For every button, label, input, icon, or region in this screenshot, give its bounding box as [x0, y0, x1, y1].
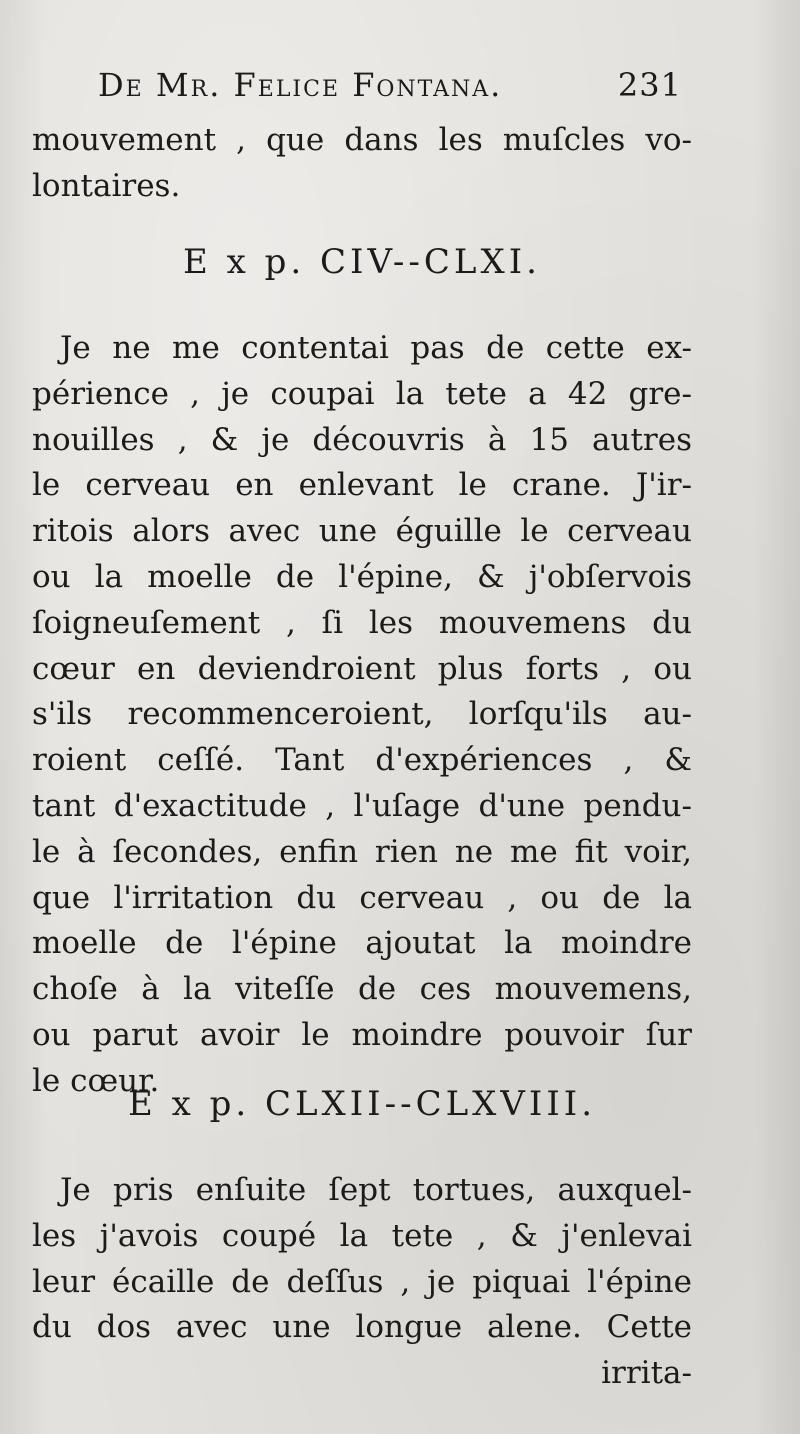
text-line: le cœur. [32, 1062, 160, 1099]
page-number: 231 [617, 66, 682, 104]
text-line: ou la moelle de l'épine, & j'obſervois [32, 558, 692, 595]
text-line: Je pris enſuite ſept tortues, auxquel- [60, 1172, 692, 1208]
text-line: nouilles , & je découvris à 15 autres [32, 421, 692, 458]
experiment-paragraph [32, 326, 692, 1105]
text-line: cœur en deviendroient plus forts , ou [32, 650, 692, 687]
experiment-heading: E x p. CLXII--CLXVIII. [127, 1084, 597, 1124]
running-title: De Mr. Felice Fontana. [98, 66, 503, 104]
text-line: le cerveau en enlevant le crane. J'ir- [32, 467, 692, 504]
text-line: mouvement , que dans les muſcles vo- [32, 122, 692, 158]
experiment-heading: E x p. CIV--CLXI. [183, 242, 541, 282]
text-line: ſoigneuſement , ſi les mouvemens du [32, 604, 692, 641]
text-line: roient ceſſé. Tant d'expériences , & [32, 742, 692, 779]
text-line: s'ils recommenceroient, lorſqu'ils au- [32, 696, 692, 733]
text-line: leur écaille de deſſus , je piquai l'épine [32, 1263, 692, 1300]
text-line: du dos avec une longue alene. Cette [32, 1309, 692, 1346]
text-line: que l'irritation du cerveau , ou de la [32, 879, 692, 916]
text-line: tant d'exactitude , l'uſage d'une pendu- [32, 787, 692, 824]
text-line: choſe à la viteſſe de ces mouvemens, [32, 971, 692, 1008]
text-line: ritois alors avec une éguille le cerveau [32, 513, 692, 550]
text-line: les j'avois coupé la tete , & j'enlevai [32, 1217, 692, 1254]
text-line: lontaires. [32, 167, 181, 204]
text-line: Je ne me contentai pas de cette ex- [60, 330, 692, 366]
text-line: moelle de l'épine ajoutat la moindre [32, 925, 692, 962]
running-head [98, 60, 698, 114]
paragraph-continuation [32, 118, 692, 210]
catchword: irrita- [601, 1355, 692, 1392]
experiment-paragraph [32, 1168, 692, 1397]
text-line: ou parut avoir le moindre pouvoir ſur [32, 1016, 692, 1053]
text-line: le à ſecondes, enfin rien ne me fit voir, [32, 833, 692, 870]
text-line: périence , je coupai la tete a 42 gre- [32, 375, 692, 412]
